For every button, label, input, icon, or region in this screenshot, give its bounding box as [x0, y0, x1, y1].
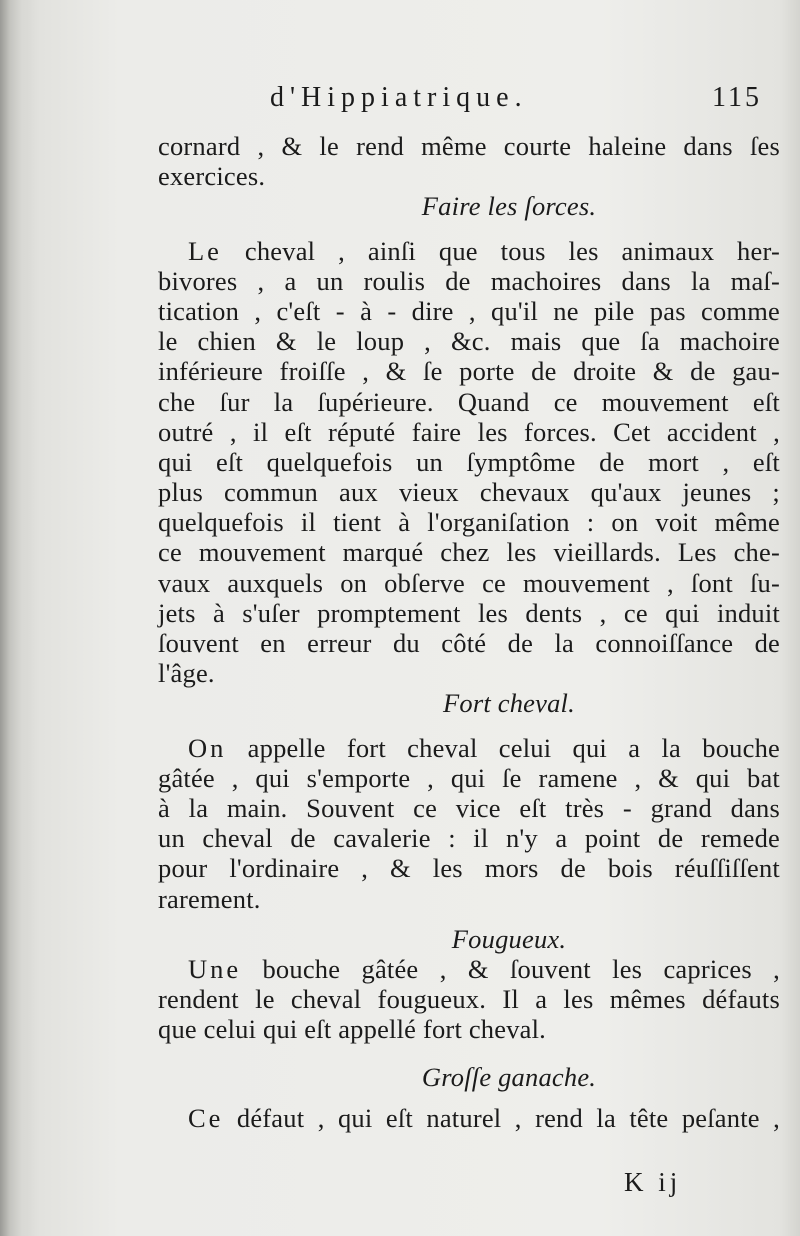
text-line: jets à s'uſer promptement les dents , ce qui induit [158, 597, 780, 628]
text-line: rendent le cheval fougueux. Il a les mêmes défauts [158, 984, 780, 1015]
text-line: qui eſt quelquefois un ſymptôme de mort , eſt [158, 446, 780, 477]
text-line: pour l'ordinaire , & les mors de bois réuſſiſſent [158, 853, 780, 884]
text-line: un cheval de cavalerie : il n'y a point de remede [158, 823, 780, 854]
text-line: Le cheval , ainſi que tous les animaux her- [188, 235, 780, 266]
text-line: outré , il eſt réputé faire les forces. Cet accident , [158, 416, 780, 447]
signature-mark: K ij [624, 1167, 682, 1197]
text-line: gâtée , qui s'emporte , qui ſe ramene , & qui bat [158, 762, 780, 793]
text-line: Une bouche gâtée , & ſouvent les caprices , [188, 953, 781, 984]
text-line: inférieure froiſſe , & ſe porte de droite & de gau- [158, 356, 780, 387]
text-line: tication , c'eſt - à - dire , qu'il ne pile pas comme [158, 295, 780, 326]
section-heading: Groſſe ganache. [421, 1062, 597, 1093]
text-line: le chien & le loup , &c. mais que ſa machoire [158, 326, 780, 357]
text-line: On appelle fort cheval celui qui a la bouche [188, 732, 780, 763]
text-line: bivores , a un roulis de machoires dans la maſ- [158, 265, 780, 296]
text-line: rarement. [158, 883, 261, 914]
section-heading: Fort cheval. [443, 688, 575, 719]
running-title: d'Hippiatrique. [270, 82, 528, 113]
text-line: che ſur la ſupérieure. Quand ce mouvement eſt [158, 386, 780, 417]
text-line: vaux auxquels on obſerve ce mouvement , ſont ſu- [158, 567, 780, 598]
page-binding-shadow [0, 0, 34, 1236]
page-number: 115 [712, 82, 762, 113]
text-line: que celui qui eſt appellé fort cheval. [158, 1014, 547, 1045]
drop-cap: On [188, 732, 227, 763]
text-line: l'âge. [158, 658, 215, 689]
text-line: quelquefois il tient à l'organiſation : on voit même [158, 507, 780, 538]
text-line: ce mouvement marqué chez les vieillards. Les che- [158, 537, 780, 568]
drop-cap: Une [188, 953, 242, 984]
text-line: ſouvent en erreur du côté de la connoiſſance de [158, 628, 780, 658]
text-line: exercices. [158, 161, 266, 192]
drop-cap: Le [188, 235, 222, 266]
section-heading: Faire les ſorces. [421, 191, 597, 222]
text-block [158, 131, 780, 1133]
text-line: Ce défaut , qui eſt naturel , rend la tête peſante , [188, 1102, 780, 1133]
drop-cap: Ce [188, 1102, 224, 1133]
text-line: à la main. Souvent ce vice eſt très - grand dans [158, 792, 780, 823]
text-line: plus commun aux vieux chevaux qu'aux jeunes ; [158, 477, 780, 508]
section-heading: Fougueux. [451, 923, 567, 954]
text-line: cornard , & le rend même courte haleine dans ſes [158, 131, 780, 161]
